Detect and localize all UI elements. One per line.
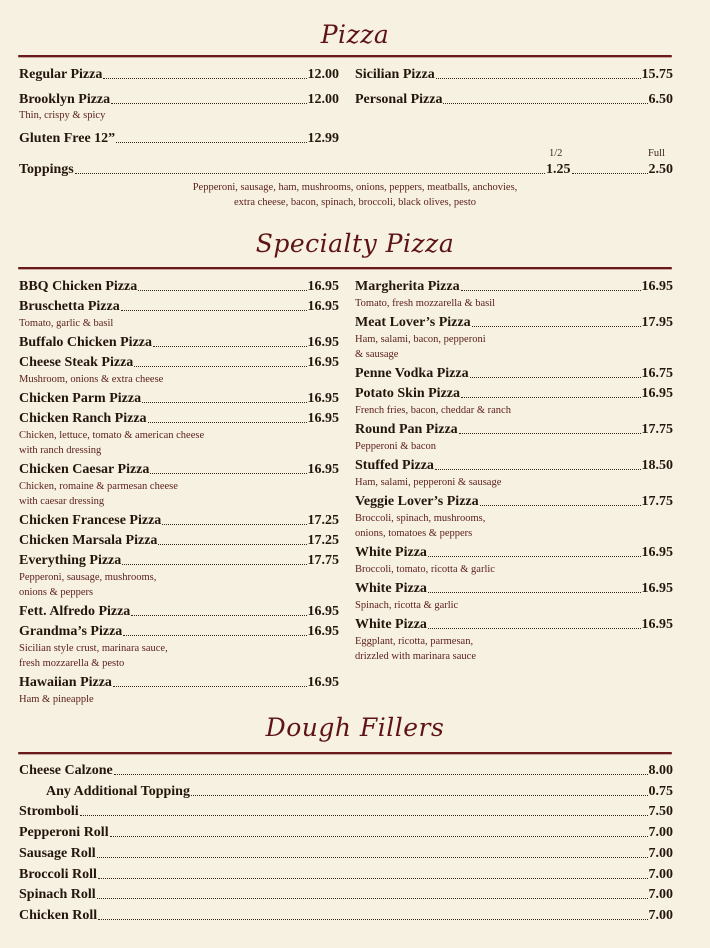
section-divider <box>18 55 672 57</box>
menu-item <box>19 279 339 295</box>
menu-item <box>19 763 673 779</box>
leader-dots <box>461 397 641 398</box>
item-description: Pepperoni & bacon <box>355 441 437 452</box>
leader-dots <box>472 326 641 327</box>
item-description: with ranch dressing <box>19 445 102 456</box>
item-price: 16.95 <box>307 299 339 314</box>
menu-item <box>19 846 673 862</box>
item-price: 7.00 <box>648 866 673 882</box>
item-name: Everything Pizza <box>19 553 122 568</box>
menu-item <box>355 279 673 295</box>
item-description: French fries, bacon, cheddar & ranch <box>355 405 511 416</box>
item-price: 7.00 <box>648 845 673 861</box>
leader-dots <box>480 505 641 506</box>
leader-dots <box>97 898 648 899</box>
item-description: Broccoli, tomato, ricotta & garlic <box>355 564 495 575</box>
item-price: 16.95 <box>307 335 339 350</box>
item-name: Broccoli Roll <box>19 866 97 882</box>
item-name: Pepperoni Roll <box>19 825 109 841</box>
leader-dots <box>191 795 648 796</box>
item-name: Chicken Francese Pizza <box>19 513 162 528</box>
menu-item <box>355 422 673 438</box>
item-price: 12.99 <box>307 131 339 146</box>
item-name: Chicken Ranch Pizza <box>19 411 147 426</box>
item-price: 17.25 <box>307 513 339 528</box>
item-name: Veggie Lover’s Pizza <box>355 494 479 509</box>
item-price: 16.95 <box>641 386 673 401</box>
item-price: 16.95 <box>307 624 339 639</box>
menu-item <box>355 366 673 382</box>
item-price: 12.00 <box>307 67 339 82</box>
item-price: 16.95 <box>307 391 339 406</box>
leader-dots <box>572 173 648 174</box>
item-name: White Pizza <box>355 545 427 560</box>
item-description: Mushroom, onions & extra cheese <box>19 374 164 385</box>
item-description: onions & peppers <box>19 587 94 598</box>
item-price: 18.50 <box>641 458 673 473</box>
leader-dots <box>80 815 648 816</box>
item-price: 17.75 <box>307 553 339 568</box>
item-name: Margherita Pizza <box>355 279 460 294</box>
half-size-label: 1/2 <box>549 148 563 159</box>
leader-dots <box>98 878 648 879</box>
item-price: 16.95 <box>307 462 339 477</box>
menu-item <box>19 887 673 903</box>
full-size-label: Full <box>648 148 665 159</box>
item-price: 17.75 <box>641 422 673 437</box>
item-name: Grandma’s Pizza <box>19 624 123 639</box>
leader-dots <box>428 592 641 593</box>
leader-dots <box>428 628 641 629</box>
item-description: Chicken, romaine & parmesan cheese <box>19 481 178 492</box>
item-description: fresh mozzarella & pesto <box>19 658 125 669</box>
half-price: 1.25 <box>546 162 571 177</box>
full-price: 2.50 <box>648 162 673 177</box>
leader-dots <box>428 556 641 557</box>
leader-dots <box>142 402 306 403</box>
item-price: 15.75 <box>641 67 673 82</box>
item-price: 7.00 <box>648 887 673 903</box>
item-name: Chicken Caesar Pizza <box>19 462 150 477</box>
leader-dots <box>459 433 641 434</box>
item-name: Bruschetta Pizza <box>19 299 120 314</box>
toppings-list: Pepperoni, sausage, ham, mushrooms, onions, peppers, meatballs, anchovies, <box>192 182 518 193</box>
leader-dots <box>122 564 306 565</box>
item-description: Sicilian style crust, marinara sauce, <box>19 643 168 654</box>
item-name: White Pizza <box>355 581 427 596</box>
menu-item <box>355 386 673 402</box>
item-name: Stromboli <box>19 804 79 820</box>
menu-item <box>19 908 673 924</box>
item-price: 7.50 <box>648 804 673 820</box>
item-description: Pepperoni, sausage, mushrooms, <box>19 572 157 583</box>
leader-dots <box>134 366 306 367</box>
item-price: 0.75 <box>648 783 673 799</box>
item-price: 16.95 <box>307 279 339 294</box>
leader-dots <box>158 544 306 545</box>
item-price: 16.75 <box>641 366 673 381</box>
leader-dots <box>116 142 306 143</box>
pizza-heading: Pizza <box>320 20 390 49</box>
leader-dots <box>103 78 306 79</box>
section-divider <box>18 752 672 754</box>
item-name: Stuffed Pizza <box>355 458 434 473</box>
menu-item <box>19 553 339 569</box>
leader-dots <box>113 686 307 687</box>
item-price: 17.25 <box>307 533 339 548</box>
leader-dots <box>121 310 307 311</box>
leader-dots <box>470 377 641 378</box>
item-name: Regular Pizza <box>19 67 103 82</box>
menu-item <box>19 675 339 691</box>
menu-item <box>19 513 339 529</box>
item-description: onions, tomatoes & peppers <box>355 528 473 539</box>
leader-dots <box>162 524 306 525</box>
item-description: Eggplant, ricotta, parmesan, <box>355 636 474 647</box>
leader-dots <box>131 615 306 616</box>
leader-dots <box>138 290 306 291</box>
item-name: Brooklyn Pizza <box>19 92 111 107</box>
item-price: 12.00 <box>307 92 339 107</box>
item-name: Potato Skin Pizza <box>355 386 460 401</box>
leader-dots <box>98 919 647 920</box>
specialty-heading: Specialty Pizza <box>255 229 455 258</box>
item-price: 16.95 <box>641 279 673 294</box>
menu-item <box>19 92 339 108</box>
toppings-list: extra cheese, bacon, spinach, broccoli, black olives, pesto <box>234 197 476 208</box>
item-name: Spinach Roll <box>19 887 96 903</box>
leader-dots <box>123 635 306 636</box>
menu-item <box>355 581 673 597</box>
item-description: Spinach, ricotta & garlic <box>355 600 459 611</box>
menu-item <box>355 617 673 633</box>
leader-dots <box>435 469 641 470</box>
item-description: drizzled with marinara sauce <box>355 651 476 662</box>
leader-dots <box>461 290 641 291</box>
item-name: Chicken Parm Pizza <box>19 391 142 406</box>
item-description: Tomato, fresh mozzarella & basil <box>355 298 496 309</box>
item-name: Round Pan Pizza <box>355 422 458 437</box>
item-description: Tomato, garlic & basil <box>19 318 114 329</box>
menu-item <box>19 804 673 820</box>
section-divider <box>18 267 672 269</box>
item-price: 16.95 <box>641 545 673 560</box>
leader-dots <box>111 103 306 104</box>
dough-fillers-heading: Dough Fillers <box>265 713 445 742</box>
item-name: Buffalo Chicken Pizza <box>19 335 152 350</box>
leader-dots <box>153 346 307 347</box>
item-name: Sicilian Pizza <box>355 67 435 82</box>
menu-item <box>19 299 339 315</box>
leader-dots <box>150 473 306 474</box>
item-name: Penne Vodka Pizza <box>355 366 469 381</box>
item-description: Chicken, lettuce, tomato & american cheese <box>19 430 205 441</box>
menu-item <box>19 867 673 883</box>
menu-item <box>46 784 673 800</box>
item-description: Broccoli, spinach, mushrooms, <box>355 513 486 524</box>
menu-item <box>355 494 673 510</box>
menu-item <box>19 335 339 351</box>
menu-item <box>19 355 339 371</box>
leader-dots <box>97 857 648 858</box>
item-description: & sausage <box>355 349 399 360</box>
menu-item <box>19 462 339 478</box>
menu-item <box>355 545 673 561</box>
menu-item <box>355 458 673 474</box>
item-name: Cheese Calzone <box>19 763 113 778</box>
menu-item <box>19 391 339 407</box>
item-price: 17.95 <box>641 315 673 330</box>
item-name: Personal Pizza <box>355 92 443 107</box>
item-description: Thin, crispy & spicy <box>19 110 106 121</box>
item-price: 16.95 <box>307 411 339 426</box>
item-description: with caesar dressing <box>19 496 105 507</box>
item-name: Toppings <box>19 162 74 177</box>
item-price: 7.00 <box>648 825 673 841</box>
item-name: Gluten Free 12” <box>19 131 116 146</box>
toppings-row <box>19 162 673 178</box>
item-price: 16.95 <box>307 355 339 370</box>
menu-item <box>19 67 339 83</box>
item-name: Fett. Alfredo Pizza <box>19 604 131 619</box>
menu-item <box>355 315 673 331</box>
item-price: 8.00 <box>648 763 673 778</box>
item-description: Ham, salami, pepperoni & sausage <box>355 477 502 488</box>
item-description: Ham & pineapple <box>19 694 94 705</box>
leader-dots <box>443 103 647 104</box>
item-name: White Pizza <box>355 617 427 632</box>
item-price: 6.50 <box>648 92 673 107</box>
item-price: 16.95 <box>307 675 339 690</box>
menu-item <box>19 825 673 841</box>
menu-item <box>19 624 339 640</box>
leader-dots <box>148 422 307 423</box>
item-name: Cheese Steak Pizza <box>19 355 134 370</box>
menu-item <box>355 67 673 83</box>
item-name: Sausage Roll <box>19 845 96 861</box>
item-price: 17.75 <box>641 494 673 509</box>
menu-item <box>19 411 339 427</box>
leader-dots <box>436 78 641 79</box>
item-name: Any Additional Topping <box>46 783 190 799</box>
leader-dots <box>75 173 545 174</box>
item-name: Chicken Marsala Pizza <box>19 533 158 548</box>
leader-dots <box>110 836 648 837</box>
item-price: 16.95 <box>307 604 339 619</box>
item-name: Meat Lover’s Pizza <box>355 315 471 330</box>
item-price: 16.95 <box>641 617 673 632</box>
item-name: Hawaiian Pizza <box>19 675 112 690</box>
leader-dots <box>114 774 648 775</box>
item-name: Chicken Roll <box>19 907 98 923</box>
menu-item <box>19 131 339 147</box>
item-price: 7.00 <box>648 907 673 923</box>
menu-item <box>355 92 673 108</box>
item-description: Ham, salami, bacon, pepperoni <box>355 334 486 345</box>
menu-item <box>19 604 339 620</box>
item-price: 16.95 <box>641 581 673 596</box>
item-name: BBQ Chicken Pizza <box>19 279 138 294</box>
menu-item <box>19 533 339 549</box>
